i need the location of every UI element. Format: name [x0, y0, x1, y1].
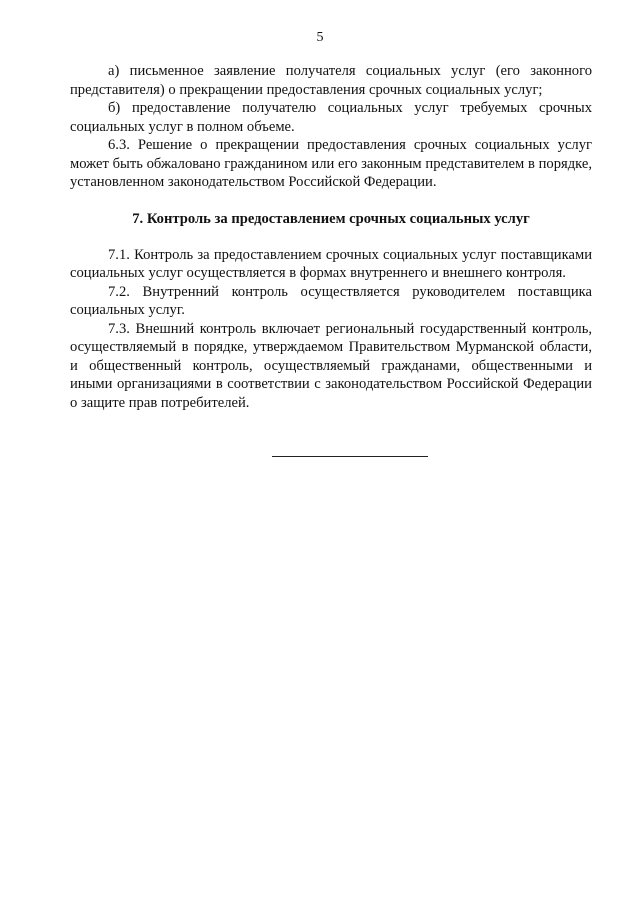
paragraph-6-a: а) письменное заявление получателя социальных услуг (его законного представителя) о прекращении предоставления срочных социальных услуг;	[70, 63, 592, 98]
paragraph-7-1: 7.1. Контроль за предоставлением срочных социальных услуг поставщиками социальных услуг осуществляется в формах внутреннего и внешнего контроля.	[70, 246, 592, 281]
paragraph-7-2: 7.2. Внутренний контроль осуществляется руководителем поставщика социальных услуг.	[70, 283, 592, 318]
section-heading-7: 7. Контроль за предоставлением срочных социальных услуг	[132, 210, 530, 227]
paragraph-6-3: 6.3. Решение о прекращении предоставления срочных социальных услуг может быть обжаловано гражданином или его законным представителем в порядке, установленном законодательством Российской Федерации.	[70, 137, 592, 190]
paragraph-6-b: б) предоставление получателю социальных услуг требуемых срочных социальных услуг в полном объеме.	[70, 100, 592, 135]
end-divider-line	[272, 456, 428, 457]
page-number: 5	[316, 30, 324, 45]
paragraph-7-3: 7.3. Внешний контроль включает региональный государственный контроль, осуществляемый в порядке, утверждаемом Правительством Мурманской области, и общественный контроль, осуществляемый гражданами, общественными и иными организациями в соответствии с законодательством Российской Федерации о защите прав потребителей.	[70, 320, 592, 411]
document-body	[70, 62, 592, 412]
